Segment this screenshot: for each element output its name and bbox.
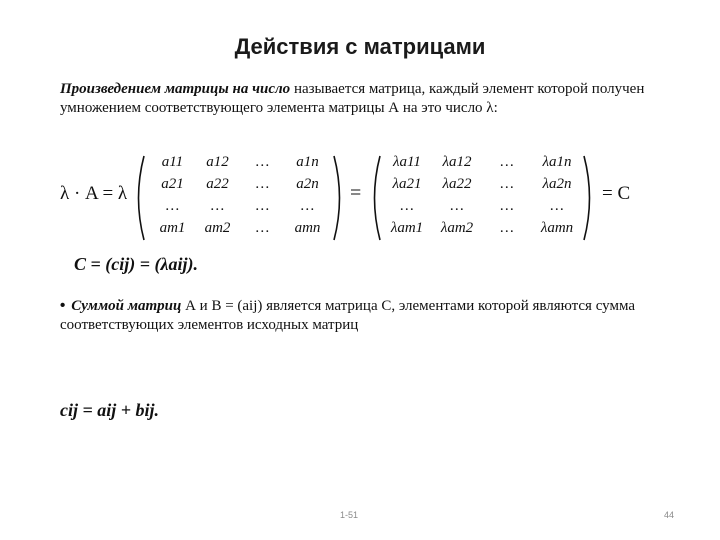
matrix-cell: λamn — [540, 220, 574, 236]
matrix-cell: λa12 — [442, 154, 472, 170]
formula-product: C = (cij) = (λaij). — [74, 254, 198, 274]
slide-title: Действия с матрицами — [234, 34, 486, 59]
equation-lhs: λ · A = λ — [60, 183, 128, 204]
definition-term: Произведением матрицы на число — [60, 81, 291, 97]
formula-sum: cij = aij + bij. — [60, 400, 160, 420]
matrix-cell: λam2 — [440, 220, 474, 236]
matrix-cell: λam1 — [390, 220, 424, 236]
matrix-cell: am1 — [159, 220, 186, 236]
matrix-cell: a22 — [206, 176, 229, 192]
right-paren — [582, 154, 596, 242]
definition-text: называется матрица, каждый элемент которой получен умножением соответствующего элемента матрицы А на это число λ: — [60, 81, 645, 116]
matrix-cell: a2n — [296, 176, 319, 192]
left-paren — [368, 154, 382, 242]
matrix-cell: a12 — [206, 154, 229, 170]
matrix-cell: a11 — [161, 154, 184, 170]
matrix-cell: λa11 — [393, 154, 421, 170]
definition-term: Суммой матриц — [71, 298, 182, 314]
definition-text: А и B = (aij) является матрица C, элементами которой являются сумма соответствующих элементов исходных матриц — [60, 298, 636, 333]
page-number: 44 — [664, 510, 675, 520]
equation-rhs: = C — [602, 183, 631, 204]
matrix-cell: … — [255, 198, 270, 214]
matrix-cell: amn — [294, 220, 321, 236]
right-matrix — [382, 154, 582, 242]
equals-sign: = — [350, 182, 362, 204]
matrix-equation — [60, 150, 660, 246]
matrix-cell: … — [500, 176, 514, 192]
matrix-cell: … — [550, 198, 564, 214]
matrix-cell: … — [165, 198, 180, 214]
matrix-cell: … — [255, 220, 270, 236]
matrix-cell: … — [210, 198, 225, 214]
matrix-cell: λa1n — [542, 154, 572, 170]
right-paren — [332, 154, 346, 242]
matrix-cell: … — [500, 220, 514, 236]
matrix-cell: λa22 — [442, 176, 472, 192]
footer-range: 1-51 — [340, 510, 359, 520]
matrix-cell: a21 — [161, 176, 184, 192]
matrix-cell: … — [255, 154, 270, 170]
matrix-cell: λa21 — [392, 176, 422, 192]
left-paren — [132, 154, 146, 242]
matrix-cell: … — [500, 154, 514, 170]
matrix-cell: … — [450, 198, 464, 214]
matrix-cell: … — [500, 198, 514, 214]
matrix-cell: am2 — [204, 220, 231, 236]
matrix-cell: … — [400, 198, 414, 214]
matrix-cell: λa2n — [542, 176, 572, 192]
matrix-cell: … — [255, 176, 270, 192]
definition-scalar-product — [60, 80, 670, 118]
matrix-cell: a1n — [296, 154, 319, 170]
definition-sum — [60, 296, 670, 335]
matrix-cell: … — [300, 198, 315, 214]
bullet: • — [60, 297, 66, 314]
left-matrix — [150, 154, 330, 242]
